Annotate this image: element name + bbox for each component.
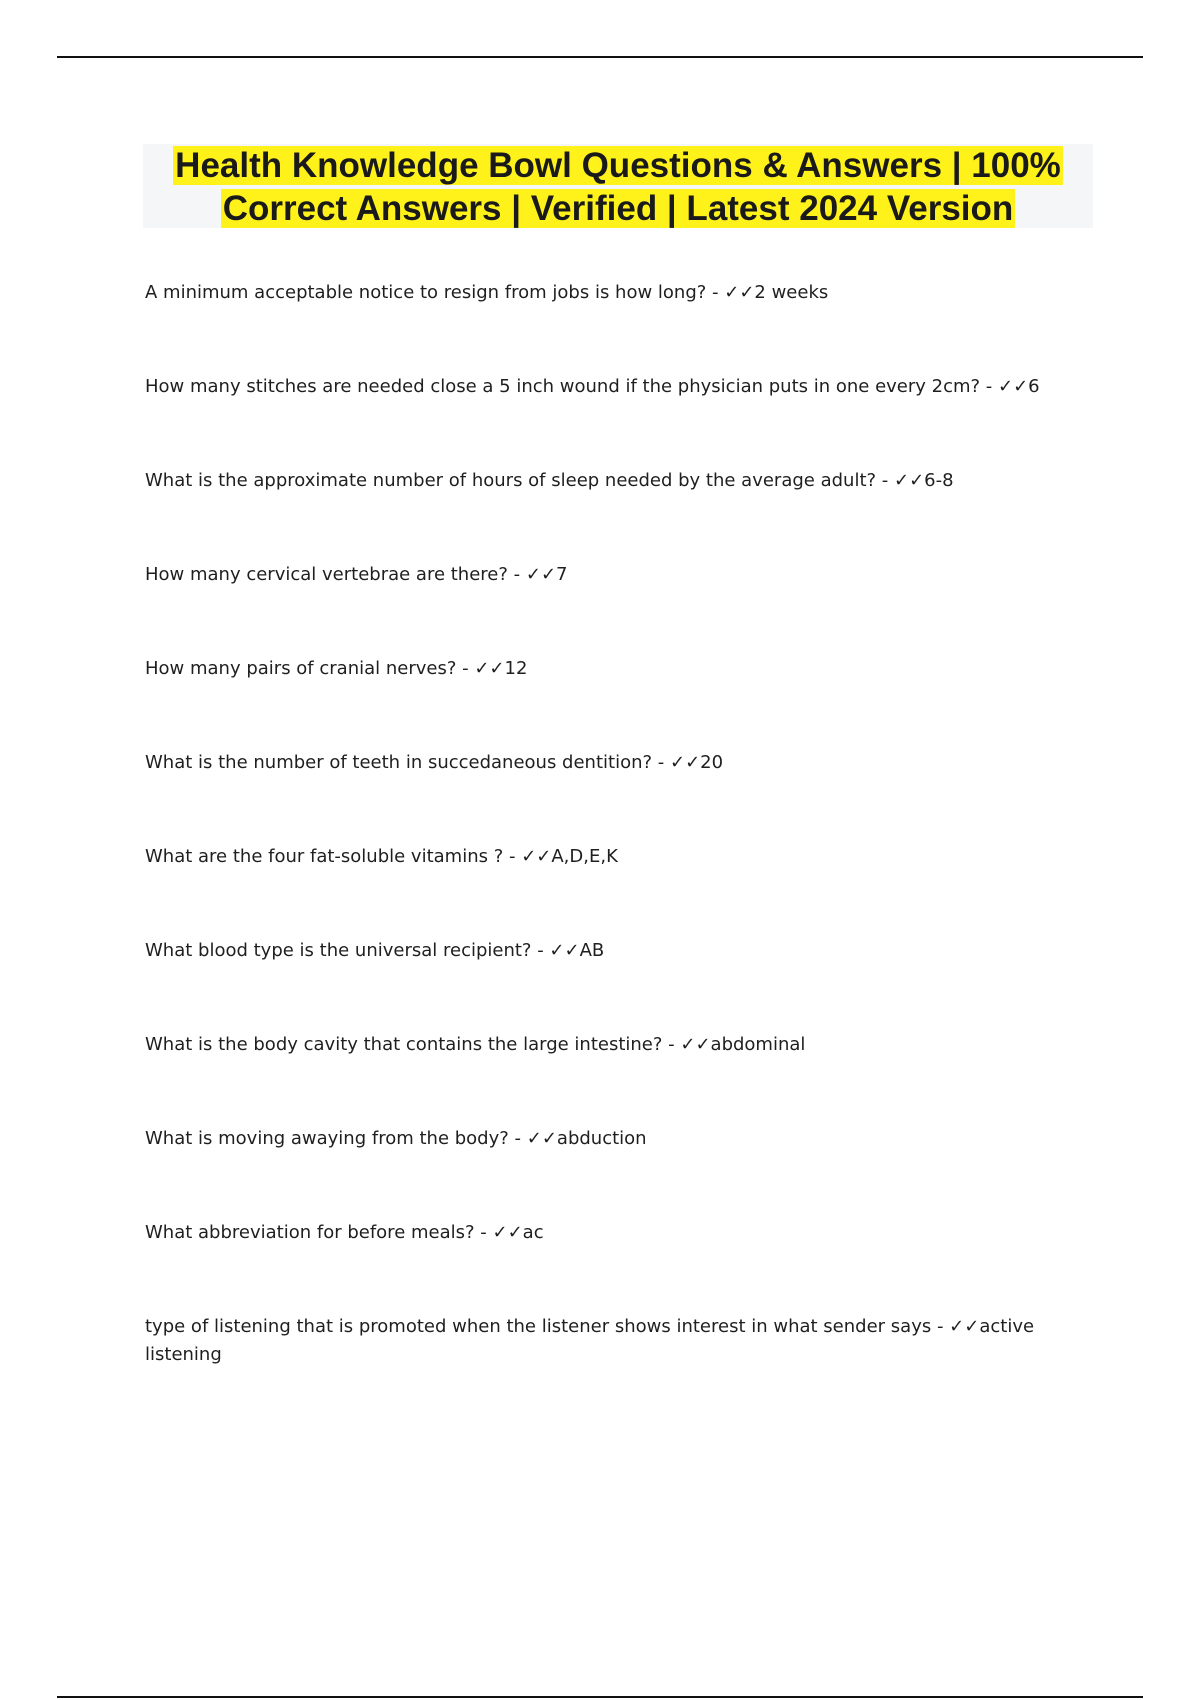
qa-item: What is the body cavity that contains the large intestine? - ✓✓abdominal bbox=[145, 1034, 806, 1055]
qa-item: What is the approximate number of hours of sleep needed by the average adult? - ✓✓6-8 bbox=[145, 470, 954, 491]
top-rule bbox=[57, 56, 1143, 58]
qa-item: How many stitches are needed close a 5 inch wound if the physician puts in one every 2cm? - ✓✓6 bbox=[145, 376, 1040, 397]
qa-item: How many pairs of cranial nerves? - ✓✓12 bbox=[145, 658, 528, 679]
qa-item: What is the number of teeth in succedaneous dentition? - ✓✓20 bbox=[145, 752, 724, 773]
qa-item: How many cervical vertebrae are there? - ✓✓7 bbox=[145, 564, 568, 585]
qa-item: What are the four fat-soluble vitamins ? - ✓✓A,D,E,K bbox=[145, 846, 618, 867]
document-title: Health Knowledge Bowl Questions & Answers | 100% Correct Answers | Verified | Latest 2024 Version bbox=[175, 146, 1061, 228]
bottom-rule bbox=[57, 1696, 1143, 1698]
qa-item: What blood type is the universal recipient? - ✓✓AB bbox=[145, 940, 605, 961]
qa-item: A minimum acceptable notice to resign from jobs is how long? - ✓✓2 weeks bbox=[145, 282, 829, 303]
qa-list bbox=[145, 279, 1055, 1435]
qa-item: What abbreviation for before meals? - ✓✓ac bbox=[145, 1222, 544, 1243]
qa-item: What is moving awaying from the body? - ✓✓abduction bbox=[145, 1128, 647, 1149]
title-banner bbox=[143, 144, 1093, 228]
qa-item: type of listening that is promoted when the listener shows interest in what sender says - ✓✓active listening bbox=[145, 1316, 1035, 1365]
